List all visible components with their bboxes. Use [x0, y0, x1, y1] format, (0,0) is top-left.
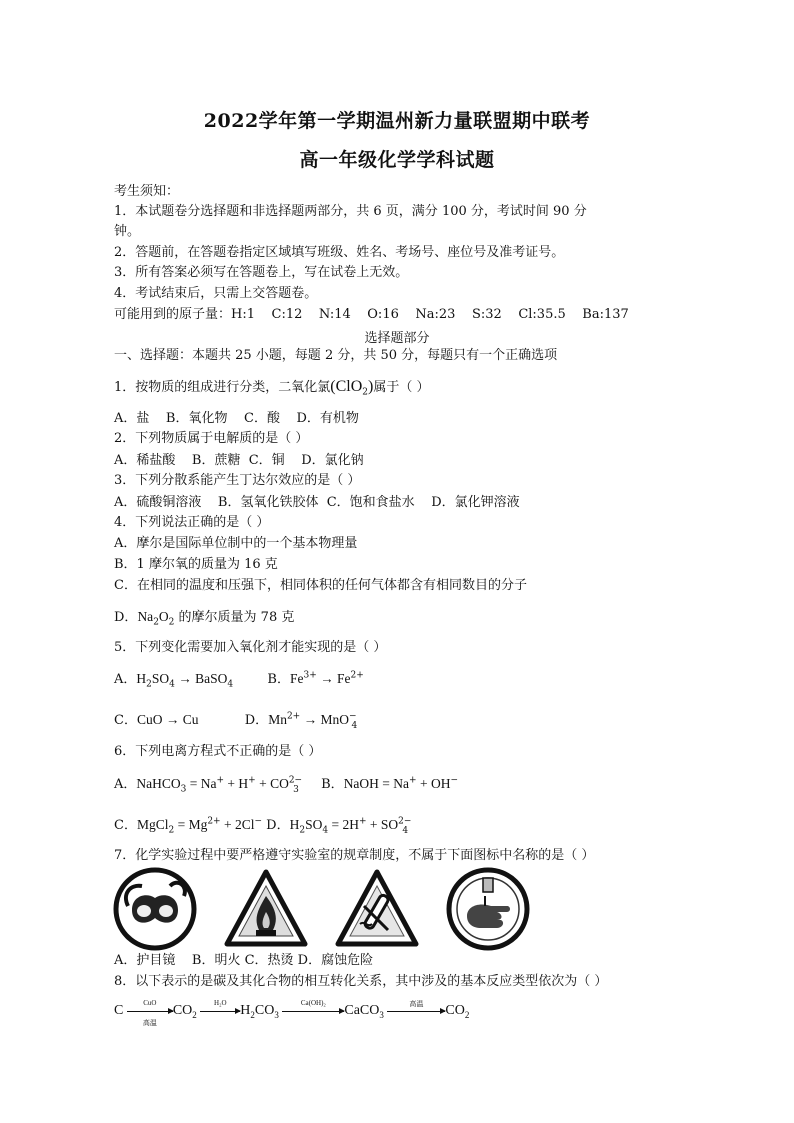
question-2-stem: 2．下列物质属于电解质的是（ ）: [114, 431, 309, 446]
notice-item-3: 3．所有答案必须写在答题卷上，写在试卷上无效。: [114, 265, 409, 280]
notice-item-2: 2．答题前，在答题卷指定区域填写班级、姓名、考场号、座位号及准考证号。: [114, 245, 565, 260]
notice-item-4: 4．考试结束后，只需上交答题卷。: [114, 286, 318, 301]
question-4-option-b: B．1 摩尔氧的质量为 16 克: [114, 557, 278, 572]
question-5-options-cd: C．CuO → Cu D．$Mn^{2+} \to MnO^-_4$: [114, 711, 358, 731]
goggles-icon: [112, 866, 198, 952]
notice-item-1: 1．本试题卷分选择题和非选择题两部分，共 6 页，满分 100 分，考试时间 90 分: [114, 204, 587, 219]
question-8-stem: 8．以下表示的是碳及其化合物的相互转化关系，其中涉及的基本反应类型依次为（ ）: [114, 974, 608, 989]
question-4-option-c: C．在相同的温度和压强下，相同体积的任何气体都含有相同数目的分子: [114, 578, 527, 593]
corrosive-icon: [445, 866, 531, 952]
question-7-stem: 7．化学实验过程中要严格遵守实验室的规章制度，不属于下面图标中名称的是（ ）: [114, 848, 595, 863]
section-part-title: 选择题部分: [364, 331, 430, 346]
question-1-stem: 1．按物质的组成进行分类，二氧化氯(ClO$_2$)属于（ ）: [114, 378, 430, 398]
question-1-options: A．盐 B．氧化物 C．酸 D．有机物: [114, 411, 359, 426]
open-flame-icon: [223, 866, 309, 952]
question-5-options-ab: A．$H_2SO_4$ → BaSO$_4$ B．$Fe^{3+} \to Fe^{2+}$: [114, 670, 364, 690]
carbon-conversion-chain: C CuO 高温 $CO_2$ H₂O $H_2CO_3$ Ca(OH)₂ CaCO$_3$ 高温 $CO_2$: [114, 999, 470, 1028]
question-3-stem: 3．下列分散系能产生丁达尔效应的是（ ）: [114, 473, 361, 488]
reaction-arrow-2: H₂O: [200, 1009, 240, 1012]
reaction-arrow-1: CuO 高温: [127, 1009, 173, 1012]
exam-subtitle: 高一年级化学学科试题: [299, 149, 495, 171]
section-instruction: 一、选择题：本题共 25 小题，每题 2 分，共 50 分，每题只有一个正确选项: [114, 348, 558, 363]
question-4-stem: 4．下列说法正确的是（ ）: [114, 515, 270, 530]
question-6-options-cd: C．MgCl$_2$ = $Mg^{2+} + 2Cl^-$ D．$H_2SO_4 = 2H^+ + SO^{2-}_4$: [114, 816, 412, 836]
question-6-stem: 6．下列电离方程式不正确的是（ ）: [114, 744, 322, 759]
reaction-arrow-3: Ca(OH)₂: [282, 1009, 344, 1012]
notice-item-1-cont: 钟。: [114, 224, 141, 239]
question-2-options: A．稀盐酸 B．蔗糖 C．铜 D．氯化钠: [114, 453, 364, 468]
lab-safety-icons: [112, 866, 512, 952]
hot-burn-icon: [334, 866, 420, 952]
question-4-option-d: D．$Na_2O_2$ 的摩尔质量为 78 克: [114, 609, 295, 628]
exam-title: 2022学年第一学期温州新力量联盟期中联考: [203, 110, 591, 132]
notice-heading: 考生须知：: [114, 184, 180, 199]
question-7-options: A．护目镜 B．明火 C．热烫 D．腐蚀危险: [114, 953, 374, 968]
question-3-options: A．硫酸铜溶液 B．氢氧化铁胶体 C．饱和食盐水 D．氯化钾溶液: [114, 495, 520, 510]
question-4-option-a: A．摩尔是国际单位制中的一个基本物理量: [114, 536, 358, 551]
question-5-stem: 5．下列变化需要加入氧化剂才能实现的是（ ）: [114, 640, 387, 655]
reaction-arrow-4: 高温: [387, 1009, 445, 1012]
atomic-masses: 可能用到的原子量：H:1 C:12 N:14 O:16 Na:23 S:32 Cl:35.5 Ba:137: [114, 307, 629, 322]
question-6-options-ab: A．NaHCO$_3$ = $Na^+ + H^+ + CO^{2-}_3$ B．NaOH = Na+ + OH−: [114, 775, 459, 795]
